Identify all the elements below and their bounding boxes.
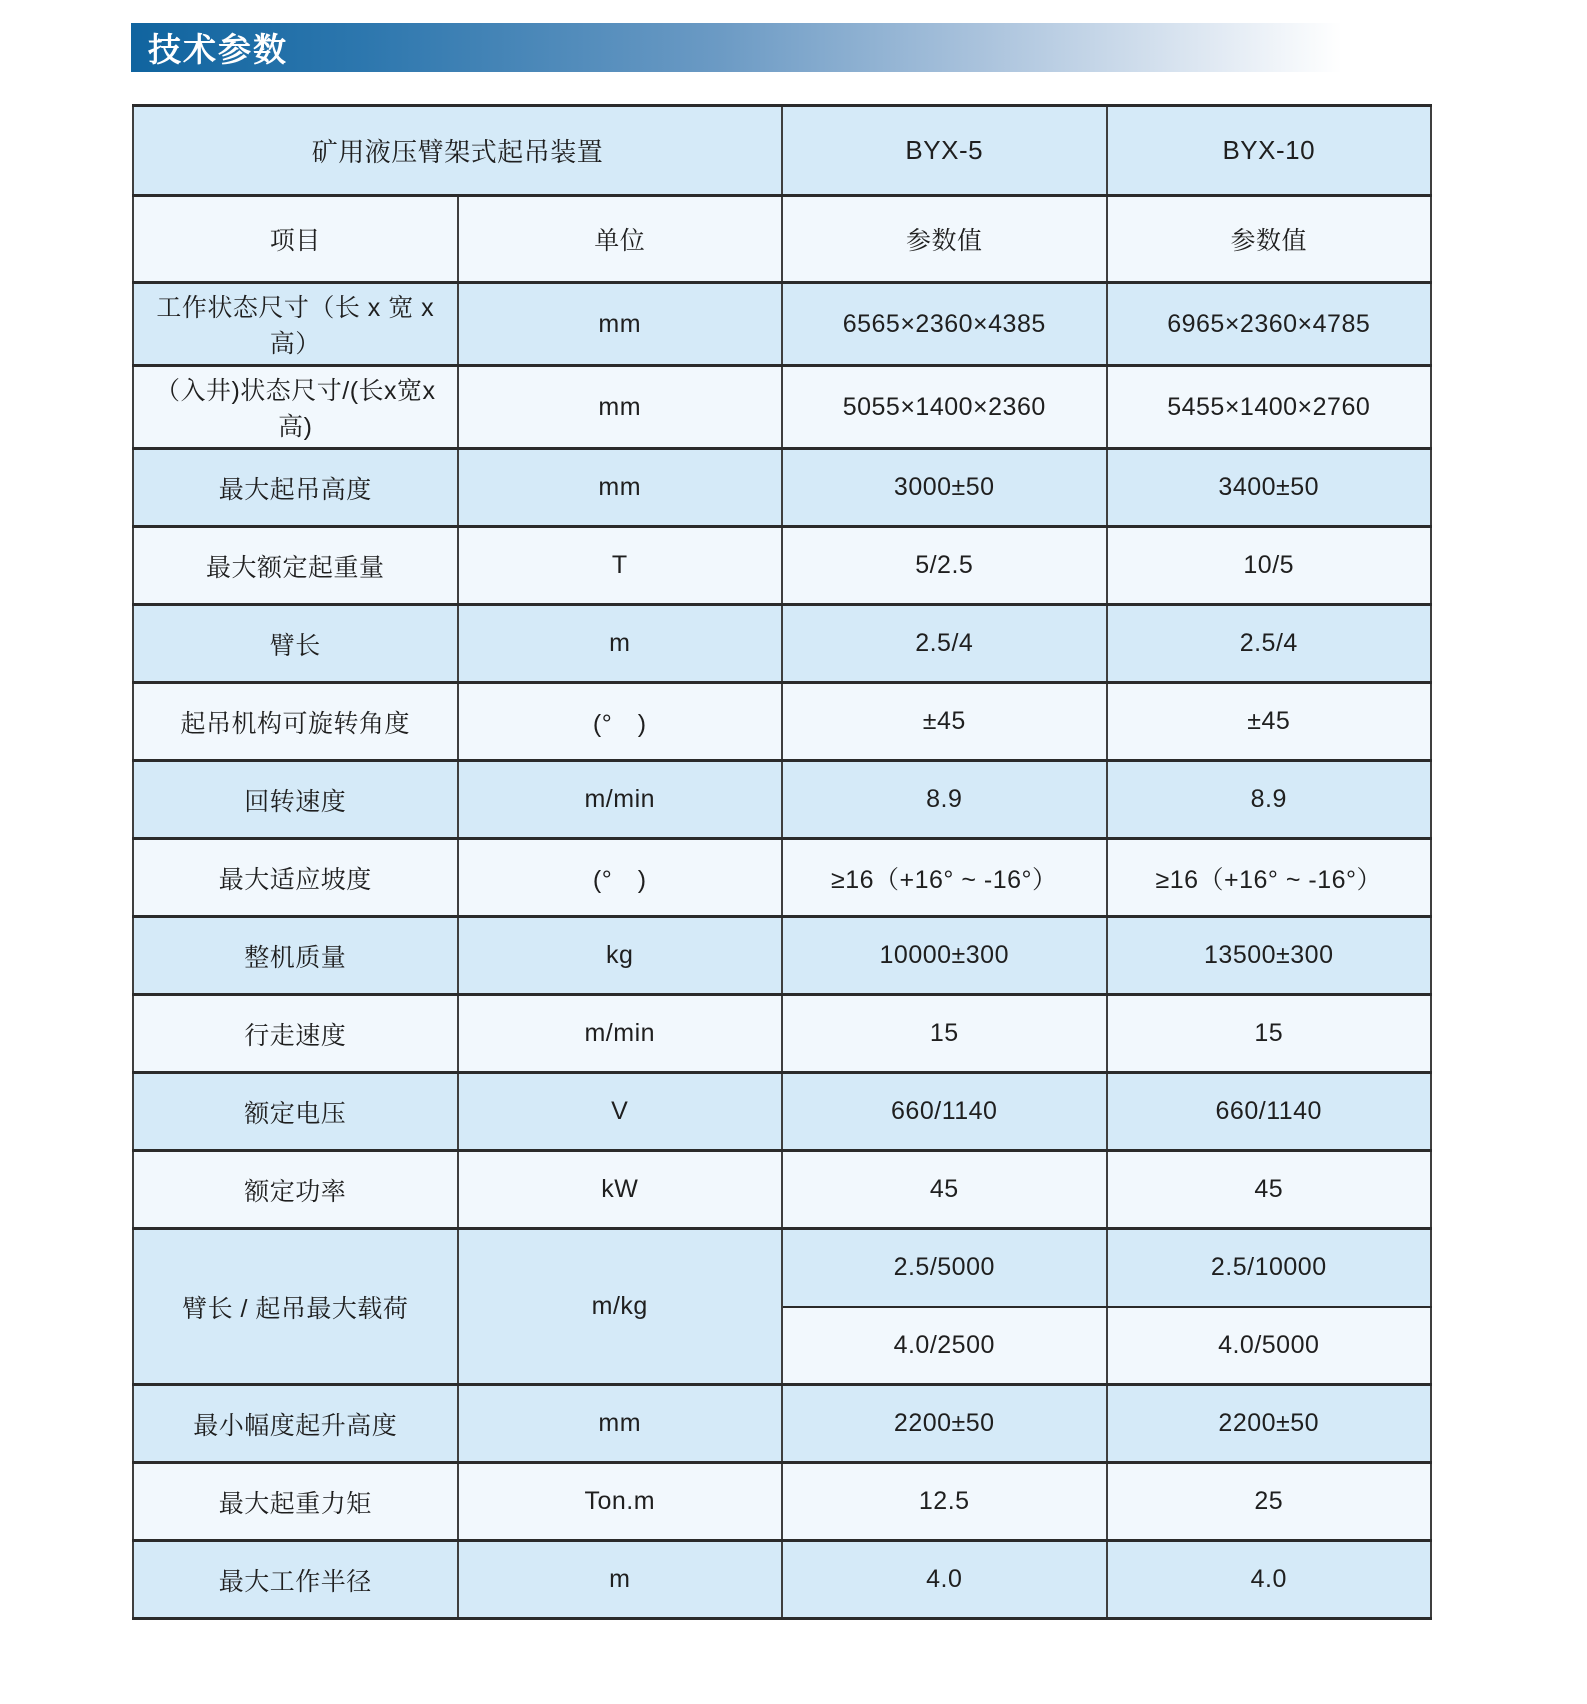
table-row: [133, 605, 1431, 683]
row-unit: m/kg: [458, 1229, 783, 1385]
row-label: （入井)状态尺寸/(长x宽x高): [133, 366, 458, 449]
row-label: 最大额定起重量: [133, 527, 458, 605]
row-unit: mm: [458, 449, 783, 527]
row-label: 最大起吊高度: [133, 449, 458, 527]
table-row: [133, 761, 1431, 839]
table-row: [133, 1073, 1431, 1151]
row-value-byx5: 4.0/2500: [782, 1307, 1107, 1385]
row-unit: mm: [458, 1385, 783, 1463]
row-unit: kW: [458, 1151, 783, 1229]
row-label: 臂长 / 起吊最大载荷: [133, 1229, 458, 1385]
row-unit: T: [458, 527, 783, 605]
row-label: 最大起重力矩: [133, 1463, 458, 1541]
row-unit: (° ): [458, 683, 783, 761]
row-unit: mm: [458, 366, 783, 449]
table-row: [133, 1151, 1431, 1229]
row-value-byx5: 2200±50: [782, 1385, 1107, 1463]
table-row-split: [133, 1229, 1431, 1307]
table-row: [133, 683, 1431, 761]
row-value-byx5: 660/1140: [782, 1073, 1107, 1151]
row-value-byx10: 10/5: [1107, 527, 1432, 605]
row-label: 整机质量: [133, 917, 458, 995]
row-value-byx10: 2200±50: [1107, 1385, 1432, 1463]
row-value-byx10: 5455×1400×2760: [1107, 366, 1432, 449]
product-name-cell: 矿用液压臂架式起吊装置: [133, 106, 782, 196]
spec-table: [132, 104, 1432, 1620]
row-value-byx10: 45: [1107, 1151, 1432, 1229]
row-value-byx5: 5055×1400×2360: [782, 366, 1107, 449]
table-header-row-columns: [133, 196, 1431, 283]
row-label: 臂长: [133, 605, 458, 683]
row-value-byx10: 4.0/5000: [1107, 1307, 1432, 1385]
row-unit: mm: [458, 283, 783, 366]
row-unit: Ton.m: [458, 1463, 783, 1541]
table-row: [133, 839, 1431, 917]
row-label: 最大适应坡度: [133, 839, 458, 917]
row-unit: m/min: [458, 761, 783, 839]
row-value-byx5: 6565×2360×4385: [782, 283, 1107, 366]
row-value-byx10: 6965×2360×4785: [1107, 283, 1432, 366]
row-label: 最大工作半径: [133, 1541, 458, 1619]
row-value-byx5: 5/2.5: [782, 527, 1107, 605]
row-value-byx10: 2.5/10000: [1107, 1229, 1432, 1307]
col-header-value-byx5: 参数值: [782, 196, 1107, 283]
row-unit: kg: [458, 917, 783, 995]
row-value-byx10: ±45: [1107, 683, 1432, 761]
row-unit: m/min: [458, 995, 783, 1073]
row-value-byx5: 10000±300: [782, 917, 1107, 995]
row-label: 回转速度: [133, 761, 458, 839]
col-header-unit: 单位: [458, 196, 783, 283]
row-value-byx5: ≥16（+16° ~ -16°）: [782, 839, 1107, 917]
row-value-byx10: 660/1140: [1107, 1073, 1432, 1151]
row-label: 工作状态尺寸（长 x 宽 x 高）: [133, 283, 458, 366]
row-value-byx5: ±45: [782, 683, 1107, 761]
row-label: 起吊机构可旋转角度: [133, 683, 458, 761]
row-value-byx10: 4.0: [1107, 1541, 1432, 1619]
row-value-byx5: 2.5/5000: [782, 1229, 1107, 1307]
row-label: 额定电压: [133, 1073, 458, 1151]
table-row: [133, 1385, 1431, 1463]
row-value-byx5: 15: [782, 995, 1107, 1073]
row-unit: m: [458, 605, 783, 683]
row-label: 行走速度: [133, 995, 458, 1073]
row-value-byx5: 45: [782, 1151, 1107, 1229]
model-byx10-cell: BYX-10: [1107, 106, 1432, 196]
table-row: [133, 449, 1431, 527]
row-value-byx10: ≥16（+16° ~ -16°）: [1107, 839, 1432, 917]
row-value-byx10: 8.9: [1107, 761, 1432, 839]
table-header-row-models: [133, 106, 1431, 196]
section-header-banner: [131, 23, 1433, 72]
row-label: 额定功率: [133, 1151, 458, 1229]
row-value-byx5: 8.9: [782, 761, 1107, 839]
table-row: [133, 917, 1431, 995]
row-value-byx10: 13500±300: [1107, 917, 1432, 995]
row-value-byx5: 12.5: [782, 1463, 1107, 1541]
row-label: 最小幅度起升高度: [133, 1385, 458, 1463]
table-row: [133, 283, 1431, 366]
row-value-byx10: 15: [1107, 995, 1432, 1073]
row-unit: (° ): [458, 839, 783, 917]
row-value-byx5: 4.0: [782, 1541, 1107, 1619]
table-row: [133, 527, 1431, 605]
col-header-value-byx10: 参数值: [1107, 196, 1432, 283]
col-header-item: 项目: [133, 196, 458, 283]
row-unit: V: [458, 1073, 783, 1151]
table-row: [133, 366, 1431, 449]
row-value-byx10: 25: [1107, 1463, 1432, 1541]
table-row: [133, 1463, 1431, 1541]
model-byx5-cell: BYX-5: [782, 106, 1107, 196]
table-row: [133, 1541, 1431, 1619]
row-value-byx5: 2.5/4: [782, 605, 1107, 683]
row-unit: m: [458, 1541, 783, 1619]
section-title: 技术参数: [148, 31, 288, 68]
row-value-byx10: 3400±50: [1107, 449, 1432, 527]
row-value-byx5: 3000±50: [782, 449, 1107, 527]
row-value-byx10: 2.5/4: [1107, 605, 1432, 683]
table-row: [133, 995, 1431, 1073]
